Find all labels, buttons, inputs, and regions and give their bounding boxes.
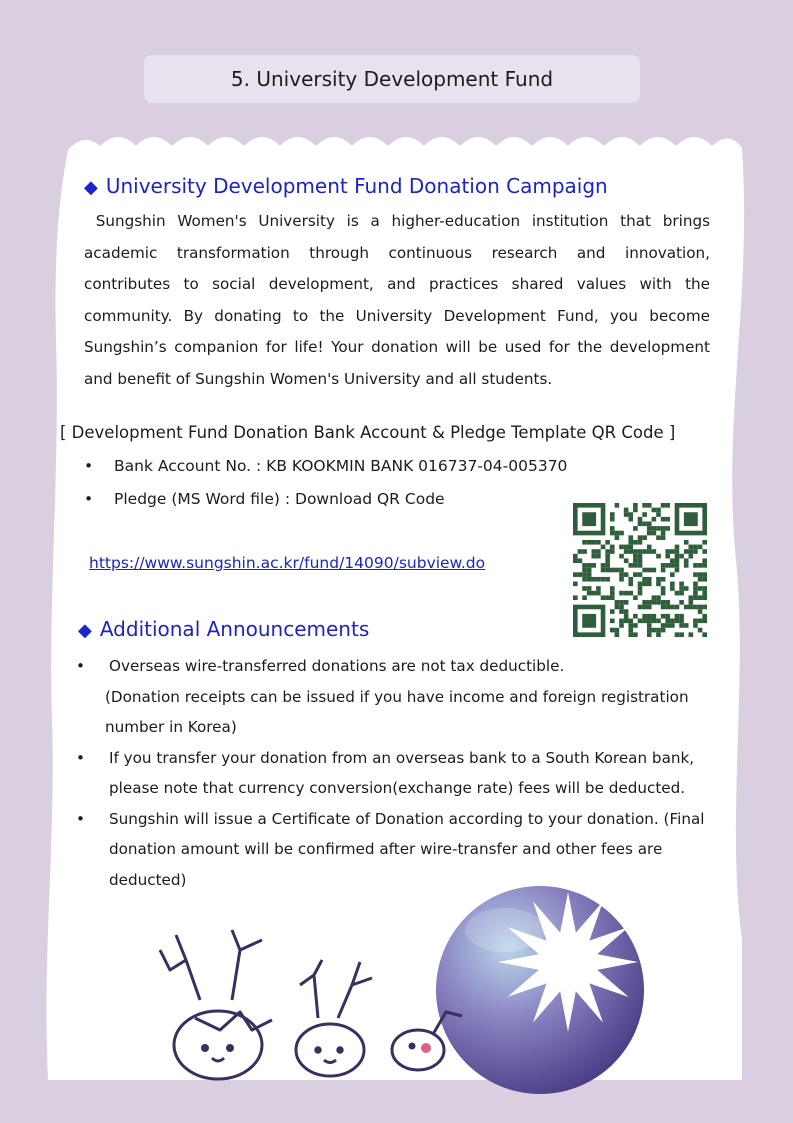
account-section-title: [ Development Fund Donation Bank Account & Pledge Template QR Code ]: [60, 423, 676, 442]
announcement-text: Sungshin will issue a Certificate of Donation according to your donation. (Final donation amount will be confirmed after wire-transfer and other fees are deducted): [109, 809, 705, 889]
bank-account-text: Bank Account No. : KB KOOKMIN BANK 016737-04-005370: [114, 457, 568, 475]
campaign-body-text: Sungshin Women's University is a higher-education institution that brings academic transformation through continuous research and innovation, contributes to social development, and practices shared values with the community. By donating to the University Development Fund, you become Sungshin’s companion for life! Your donation will be used for the development and benefit of Sungshin Women's University and all students.: [84, 212, 710, 388]
pledge-text: Pledge (MS Word file) : Download QR Code: [114, 490, 445, 508]
diamond-icon: ◆: [84, 177, 98, 198]
announcement-text: Overseas wire-transferred donations are not tax deductible.: [109, 657, 565, 675]
campaign-heading-text: University Development Fund Donation Campaign: [105, 174, 608, 198]
snowflake-orb: [436, 886, 644, 1094]
announcement-text: If you transfer your donation from an overseas bank to a South Korean bank, please note that currency conversion(exchange rate) fees will be deducted.: [109, 748, 695, 797]
diamond-icon: ◆: [78, 620, 92, 641]
announcement-note: (Donation receipts can be issued if you have income and foreign registration number in Korea): [105, 687, 689, 736]
page-title: 5. University Development Fund: [230, 67, 554, 91]
mascot-group: [160, 930, 462, 1079]
bullet-dot: •: [84, 490, 94, 508]
bullet-dot: •: [76, 809, 85, 828]
fund-link[interactable]: https://www.sungshin.ac.kr/fund/14090/subview.do: [89, 554, 486, 572]
bullet-dot: •: [76, 748, 85, 767]
announcements-heading-text: Additional Announcements: [99, 617, 370, 641]
bullet-dot: •: [84, 457, 94, 475]
bullet-dot: •: [76, 657, 85, 675]
